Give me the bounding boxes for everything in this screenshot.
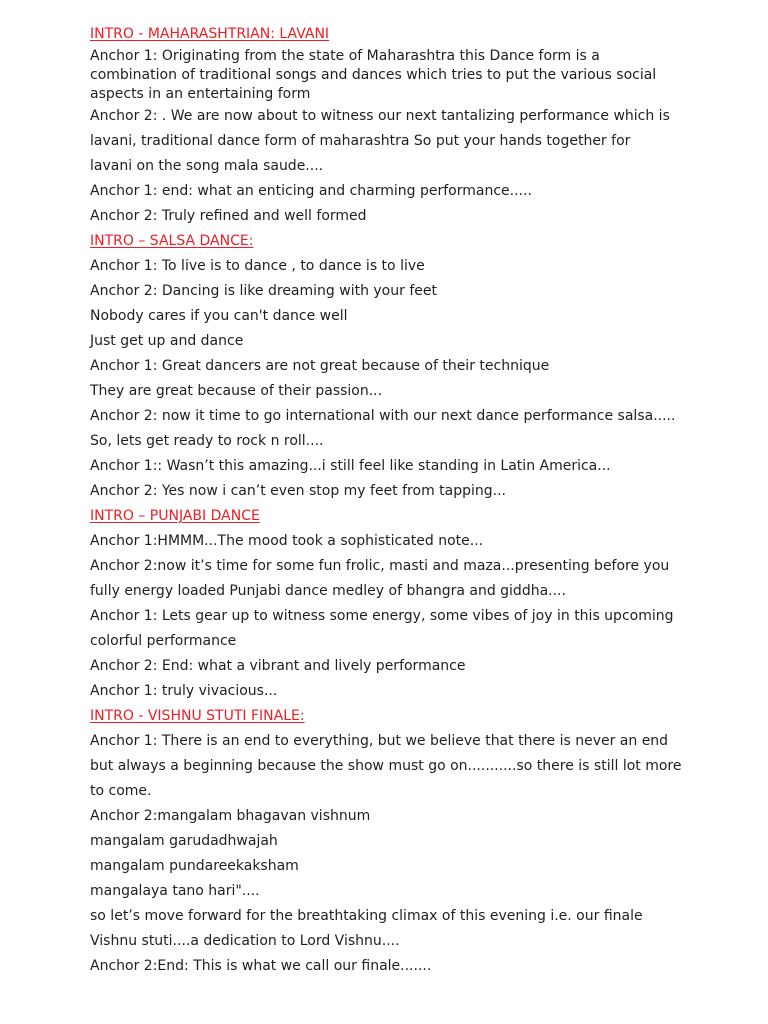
- text-line: Anchor 1: truly vivacious...: [90, 683, 278, 699]
- text-line: Anchor 2: now it time to go international with our next dance performance salsa.....: [90, 408, 676, 424]
- text-line: Anchor 1:: Wasn’t this amazing...i still feel like standing in Latin America...: [90, 458, 611, 474]
- text-line: Anchor 1: end: what an enticing and charming performance.....: [90, 183, 532, 199]
- text-line: Anchor 2:End: This is what we call our finale.......: [90, 958, 432, 974]
- text-line: but always a beginning because the show must go on...........so there is still lot more: [90, 758, 682, 774]
- text-line: to come.: [90, 783, 152, 799]
- lavani-anchor2-intro: [90, 104, 690, 179]
- text-line: Anchor 2: . We are now about to witness our next tantalizing performance which is: [90, 108, 670, 124]
- text-line: So, lets get ready to rock n roll....: [90, 433, 324, 449]
- text-line: aspects in an entertaining form: [90, 86, 311, 102]
- lavani-heading: INTRO - MAHARASHTRIAN: LAVANI: [90, 26, 330, 42]
- text-line: colorful performance: [90, 633, 237, 649]
- text-line: Nobody cares if you can't dance well: [90, 308, 348, 324]
- text-line: combination of traditional songs and dances which tries to put the various social: [90, 67, 657, 83]
- text-line: Anchor 2: Yes now i can’t even stop my feet from tapping...: [90, 483, 506, 499]
- vishnu-heading: INTRO - VISHNU STUTI FINALE:: [90, 708, 305, 724]
- vishnu-section: [90, 729, 690, 979]
- text-line: Anchor 1: To live is to dance , to dance is to live: [90, 258, 425, 274]
- punjabi-section: [90, 529, 690, 704]
- text-line: Anchor 2: Dancing is like dreaming with your feet: [90, 283, 437, 299]
- text-line: Anchor 1: There is an end to everything, but we believe that there is never an end: [90, 733, 669, 749]
- salsa-section: [90, 254, 690, 504]
- text-line: Anchor 1: Great dancers are not great because of their technique: [90, 358, 550, 374]
- text-line: Anchor 2:now it’s time for some fun frolic, masti and maza...presenting before you: [90, 558, 670, 574]
- text-line: Vishnu stuti....a dedication to Lord Vishnu....: [90, 933, 400, 949]
- text-line: mangalaya tano hari"....: [90, 883, 260, 899]
- text-line: Anchor 1: Originating from the state of Maharashtra this Dance form is a: [90, 48, 600, 64]
- text-line: Just get up and dance: [90, 333, 244, 349]
- text-line: fully energy loaded Punjabi dance medley of bhangra and giddha....: [90, 583, 566, 599]
- lavani-anchor1-intro: [90, 47, 690, 104]
- text-line: lavani, traditional dance form of maharashtra So put your hands together for: [90, 133, 631, 149]
- script-document: [90, 22, 690, 979]
- text-line: mangalam garudadhwajah: [90, 833, 278, 849]
- punjabi-heading: INTRO – PUNJABI DANCE: [90, 508, 260, 524]
- text-line: They are great because of their passion...: [90, 383, 383, 399]
- text-line: Anchor 2: Truly refined and well formed: [90, 208, 367, 224]
- text-line: mangalam pundareekaksham: [90, 858, 299, 874]
- text-line: Anchor 2: End: what a vibrant and lively performance: [90, 658, 466, 674]
- text-line: Anchor 1: Lets gear up to witness some energy, some vibes of joy in this upcoming: [90, 608, 674, 624]
- text-line: Anchor 2:mangalam bhagavan vishnum: [90, 808, 371, 824]
- text-line: Anchor 1:HMMM...The mood took a sophisticated note...: [90, 533, 484, 549]
- text-line: so let’s move forward for the breathtaking climax of this evening i.e. our finale: [90, 908, 643, 924]
- text-line: lavani on the song mala saude....: [90, 158, 324, 174]
- salsa-heading: INTRO – SALSA DANCE:: [90, 233, 254, 249]
